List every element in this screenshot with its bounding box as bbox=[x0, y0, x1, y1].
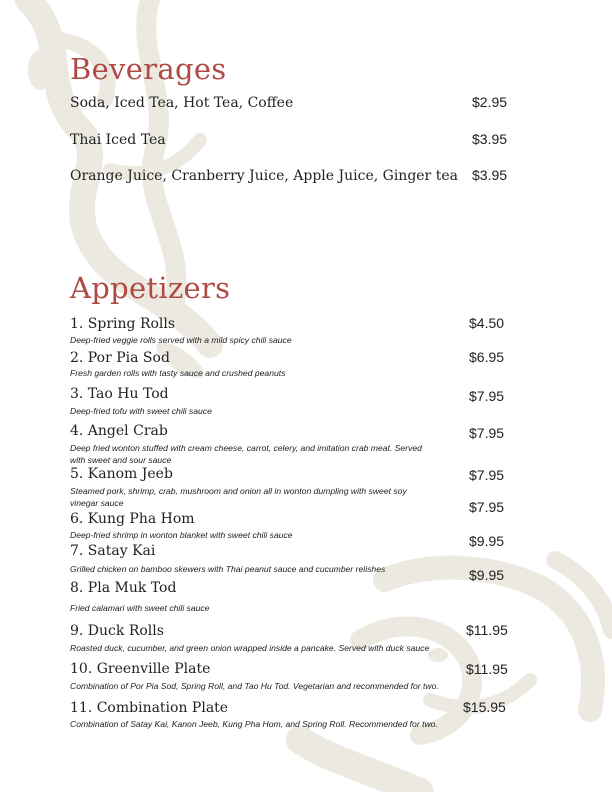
beverage-item-price: $3.95 bbox=[472, 167, 508, 183]
appetizer-item-price: $9.95 bbox=[469, 533, 505, 549]
appetizer-item-price: $15.95 bbox=[463, 699, 506, 715]
appetizer-item-price: $7.95 bbox=[469, 388, 505, 404]
appetizer-item-price: $4.50 bbox=[469, 315, 505, 331]
appetizer-item-price: $11.95 bbox=[466, 661, 508, 677]
beverage-item-price: $3.95 bbox=[472, 131, 508, 147]
appetizer-item-description: Combination of Satay Kai, Kanon Jeeb, Kung Pha Hom, and Spring Roll. Recommended for two. bbox=[70, 719, 438, 729]
appetizer-item-description: Combination of Por Pia Sod, Spring Roll, and Tao Hu Tod. Vegetarian and recommended for two. bbox=[70, 681, 439, 691]
appetizer-item-description: Fresh garden rolls with tasty sauce and crushed peanuts bbox=[70, 368, 286, 378]
beverage-item-price: $2.95 bbox=[472, 94, 508, 110]
appetizer-item-name: 10. Greenville Plate bbox=[70, 661, 211, 677]
appetizer-item-name: 2. Por Pia Sod bbox=[70, 350, 170, 366]
appetizer-item-price: $7.95 bbox=[469, 499, 505, 515]
appetizer-item-price: $7.95 bbox=[469, 425, 505, 441]
appetizer-item-name: 4. Angel Crab bbox=[70, 423, 168, 439]
appetizer-item-name: 5. Kanom Jeeb bbox=[70, 466, 173, 482]
appetizer-item-description: Deep fried wonton stuffed with cream cheese, carrot, celery, and imitation crab meat. Served with sweet and sour sauce bbox=[70, 443, 422, 465]
appetizer-item-description: Roasted duck, cucumber, and green onion wrapped inside a pancake. Served with duck sauce bbox=[70, 643, 430, 653]
appetizers-heading: Appetizers bbox=[70, 271, 231, 305]
appetizer-item-description: Deep-fried shrimp in wonton blanket with sweet chili sauce bbox=[70, 530, 293, 540]
appetizer-item-description: Fried calamari with sweet chili sauce bbox=[70, 603, 210, 613]
appetizer-item-price: $9.95 bbox=[469, 567, 505, 583]
appetizer-item-description: Deep-fried tofu with sweet chili sauce bbox=[70, 406, 212, 416]
beverage-item-name: Soda, Iced Tea, Hot Tea, Coffee bbox=[70, 95, 294, 111]
beverages-heading: Beverages bbox=[70, 52, 227, 86]
appetizer-item-price: $7.95 bbox=[469, 467, 505, 483]
appetizer-item-name: 9. Duck Rolls bbox=[70, 623, 164, 639]
appetizer-item-name: 1. Spring Rolls bbox=[70, 316, 176, 332]
appetizer-item-name: 11. Combination Plate bbox=[70, 700, 229, 716]
appetizer-item-name: 8. Pla Muk Tod bbox=[70, 580, 177, 596]
appetizer-item-price: $6.95 bbox=[469, 349, 505, 365]
appetizer-item-name: 7. Satay Kai bbox=[70, 543, 156, 559]
beverage-item-name: Thai Iced Tea bbox=[70, 132, 166, 148]
appetizer-item-description: Steamed pork, shrimp, crab, mushroom and onion all in wonton dumpling with sweet soy vinegar sauce bbox=[70, 486, 407, 508]
beverage-item-name: Orange Juice, Cranberry Juice, Apple Juice, Ginger tea bbox=[70, 168, 458, 184]
appetizer-item-description: Deep-fried veggie rolls served with a mild spicy chili sauce bbox=[70, 335, 292, 345]
appetizer-item-name: 6. Kung Pha Hom bbox=[70, 511, 195, 527]
appetizer-item-name: 3. Tao Hu Tod bbox=[70, 386, 169, 402]
appetizer-item-description: Grilled chicken on bamboo skewers with Thai peanut sauce and cucumber relishes bbox=[70, 564, 386, 574]
appetizer-item-price: $11.95 bbox=[466, 622, 508, 638]
